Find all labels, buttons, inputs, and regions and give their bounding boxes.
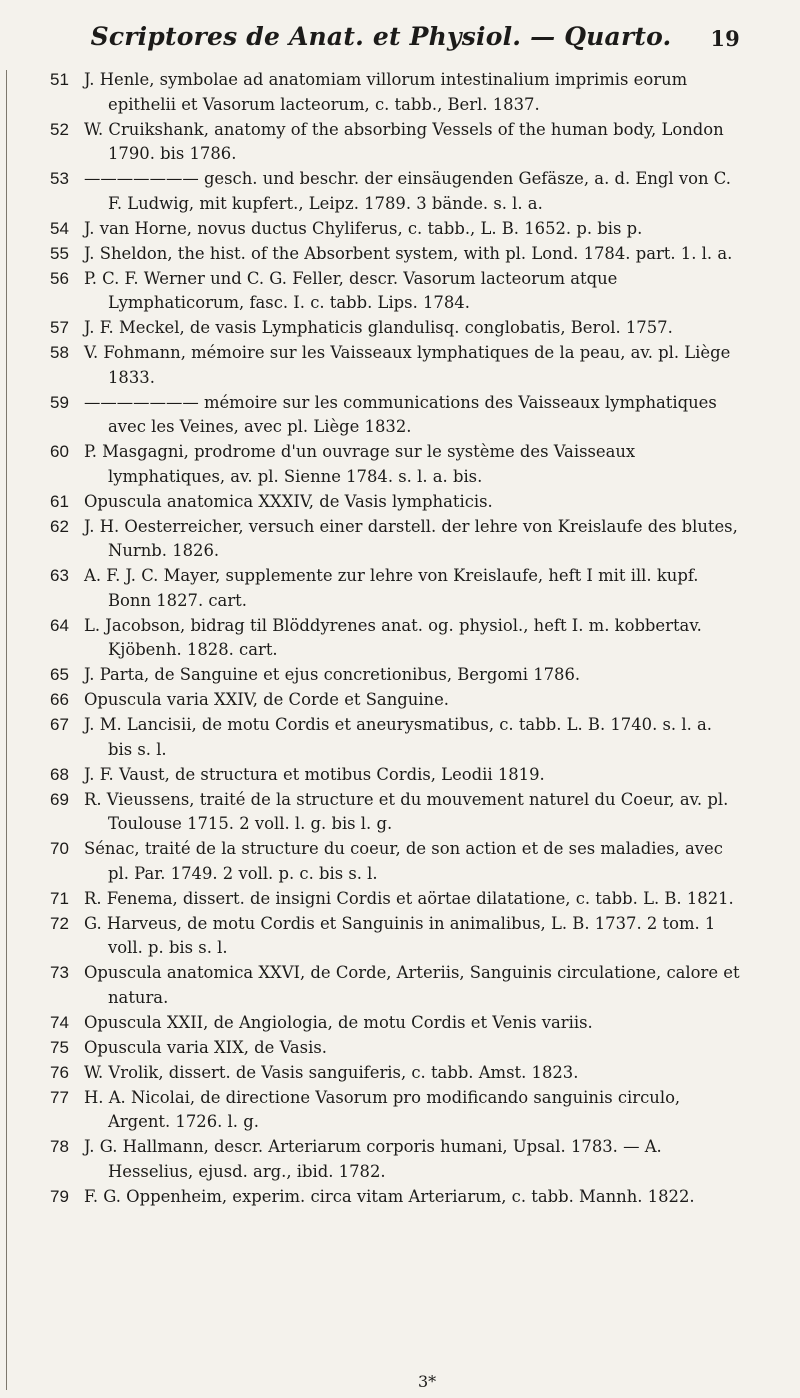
entry-text: Opuscula varia XIX, de Vasis. xyxy=(84,1037,327,1057)
entry-number: 57 xyxy=(50,318,69,337)
list-item xyxy=(22,713,740,762)
entry-text: Opuscula XXII, de Angiologia, de motu Cordis et Venis variis. xyxy=(84,1012,593,1032)
entry-number: 64 xyxy=(50,615,69,635)
entry-number: 52 xyxy=(50,119,69,139)
entry-number: 60 xyxy=(50,442,69,461)
entry-text: R. Vieussens, traité de la structure et du mouvement naturel du Coeur, av. pl. Toulouse 1715. 2 voll. l. g. bis l. g. xyxy=(84,789,729,833)
list-item xyxy=(22,688,740,713)
entry-text: R. Fenema, dissert. de insigni Cordis et aörtae dilatatione, c. tabb. L. B. 1821. xyxy=(84,888,734,908)
list-item xyxy=(22,1011,740,1036)
entry-number: 68 xyxy=(50,764,69,784)
list-item xyxy=(22,763,740,788)
page-edge-shadow xyxy=(6,70,7,1390)
page-header xyxy=(22,18,740,64)
list-item xyxy=(22,217,740,242)
list-item xyxy=(22,440,740,489)
entry-text: J. van Horne, novus ductus Chyliferus, c. tabb., L. B. 1652. p. bis p. xyxy=(84,218,643,238)
entry-number: 69 xyxy=(50,789,69,809)
entry-number: 66 xyxy=(50,690,69,709)
entry-text: J. F. Meckel, de vasis Lymphaticis glandulisq. conglobatis, Berol. 1757. xyxy=(84,318,673,337)
list-item xyxy=(22,1061,740,1086)
entry-text: G. Harveus, de motu Cordis et Sanguinis in animalibus, L. B. 1737. 2 tom. 1 voll. p. bis s. l. xyxy=(84,913,716,957)
entry-text: W. Vrolik, dissert. de Vasis sanguiferis, c. tabb. Amst. 1823. xyxy=(84,1062,579,1082)
entry-text: ——————— mémoire sur les communications des Vaisseaux lymphatiques avec les Veines, avec pl. Liège 1832. xyxy=(84,392,717,436)
entry-text: Opuscula varia XXIV, de Corde et Sanguine. xyxy=(84,690,450,709)
entry-text: L. Jacobson, bidrag til Blöddyrenes anat. og. physiol., heft I. m. kobbertav. Kjöbenh. 1828. cart. xyxy=(84,615,702,659)
entry-text: V. Fohmann, mémoire sur les Vaisseaux lymphatiques de la peau, av. pl. Liège 1833. xyxy=(84,343,731,387)
signature-mark: 3* xyxy=(418,1372,437,1391)
entry-number: 54 xyxy=(50,218,69,238)
entry-number: 73 xyxy=(50,963,69,982)
entry-number: 63 xyxy=(50,566,69,585)
entry-text: Sénac, traité de la structure du coeur, de son action et de ses maladies, avec pl. Par. 1749. 2 voll. p. c. bis s. l. xyxy=(84,839,723,883)
list-item xyxy=(22,316,740,341)
entry-number: 59 xyxy=(50,392,69,412)
entry-text: J. G. Hallmann, descr. Arteriarum corporis humani, Upsal. 1783. — A. Hesselius, ejusd. arg., ibid. 1782. xyxy=(84,1137,662,1181)
entry-text: J. M. Lancisii, de motu Cordis et aneurysmatibus, c. tabb. L. B. 1740. s. l. a. bis s. l. xyxy=(84,715,712,759)
list-item xyxy=(22,68,740,117)
list-item xyxy=(22,267,740,316)
entry-text: ——————— gesch. und beschr. der einsäugenden Gefäsze, a. d. Engl von C. F. Ludwig, mit kupfert., Leipz. 1789. 3 bände. s. l. a. xyxy=(84,169,731,213)
entry-number: 77 xyxy=(50,1087,69,1107)
entry-text: Opuscula anatomica XXXIV, de Vasis lymphaticis. xyxy=(84,491,493,511)
list-item xyxy=(22,1135,740,1184)
entry-text: J. F. Vaust, de structura et motibus Cordis, Leodii 1819. xyxy=(84,764,545,784)
list-item xyxy=(22,1086,740,1135)
entry-text: Opuscula anatomica XXVI, de Corde, Arteriis, Sanguinis circulatione, calore et natura. xyxy=(84,963,740,1007)
list-item xyxy=(22,242,740,267)
entry-number: 51 xyxy=(50,70,69,89)
entry-number: 58 xyxy=(50,343,69,362)
list-item xyxy=(22,788,740,837)
entry-text: J. H. Oesterreicher, versuch einer darstell. der lehre von Kreislaufe des blutes, Nurnb. 1826. xyxy=(84,516,738,560)
entry-text: P. C. F. Werner und C. G. Feller, descr. Vasorum lacteorum atque Lymphaticorum, fasc. I. c. tabb. Lips. 1784. xyxy=(84,268,618,312)
entry-text: W. Cruikshank, anatomy of the absorbing Vessels of the human body, London 1790. bis 1786. xyxy=(84,119,724,163)
list-item xyxy=(22,1036,740,1061)
entry-number: 74 xyxy=(50,1012,69,1032)
list-item xyxy=(22,1185,740,1210)
list-item xyxy=(22,887,740,912)
entry-number: 70 xyxy=(50,839,69,858)
list-item xyxy=(22,564,740,613)
entry-number: 71 xyxy=(50,888,69,908)
list-item xyxy=(22,118,740,167)
list-item xyxy=(22,391,740,440)
entry-number: 72 xyxy=(50,913,69,933)
entry-number: 61 xyxy=(50,491,69,511)
entry-number: 55 xyxy=(50,243,69,263)
entry-text: A. F. J. C. Mayer, supplemente zur lehre von Kreislaufe, heft I mit ill. kupf. Bonn 1827. cart. xyxy=(84,566,699,610)
entry-number: 53 xyxy=(50,169,69,188)
page-number: 19 xyxy=(710,26,740,51)
entry-number: 62 xyxy=(50,516,69,536)
list-item xyxy=(22,663,740,688)
list-item xyxy=(22,961,740,1010)
entry-text: P. Masgagni, prodrome d'un ouvrage sur le système des Vaisseaux lymphatiques, av. pl. Sienne 1784. s. l. a. bis. xyxy=(84,442,636,486)
entry-text: F. G. Oppenheim, experim. circa vitam Arteriarum, c. tabb. Mannh. 1822. xyxy=(84,1186,695,1206)
entry-number: 56 xyxy=(50,268,69,288)
list-item xyxy=(22,167,740,216)
entry-text: J. Sheldon, the hist. of the Absorbent system, with pl. Lond. 1784. part. 1. l. a. xyxy=(84,243,733,263)
entry-number: 76 xyxy=(50,1062,69,1082)
entry-number: 65 xyxy=(50,665,69,684)
running-title: Scriptores de Anat. et Physiol. — Quarto. xyxy=(90,22,672,51)
entry-number: 78 xyxy=(50,1137,69,1156)
entry-text: J. Parta, de Sanguine et ejus concretionibus, Bergomi 1786. xyxy=(84,665,581,684)
list-item xyxy=(22,614,740,663)
list-item xyxy=(22,341,740,390)
entry-text: H. A. Nicolai, de directione Vasorum pro modificando sanguinis circulo, Argent. 1726. l. g. xyxy=(84,1087,681,1131)
entry-number: 79 xyxy=(50,1186,69,1206)
entry-number: 75 xyxy=(50,1037,69,1057)
entry-text: J. Henle, symbolae ad anatomiam villorum intestinalium imprimis eorum epithelii et Vasorum lacteorum, c. tabb., Berl. 1837. xyxy=(84,70,688,114)
entry-number: 67 xyxy=(50,715,69,734)
list-item xyxy=(22,912,740,961)
list-item xyxy=(22,837,740,886)
list-item xyxy=(22,490,740,515)
bibliography-list xyxy=(22,68,740,1209)
list-item xyxy=(22,515,740,564)
